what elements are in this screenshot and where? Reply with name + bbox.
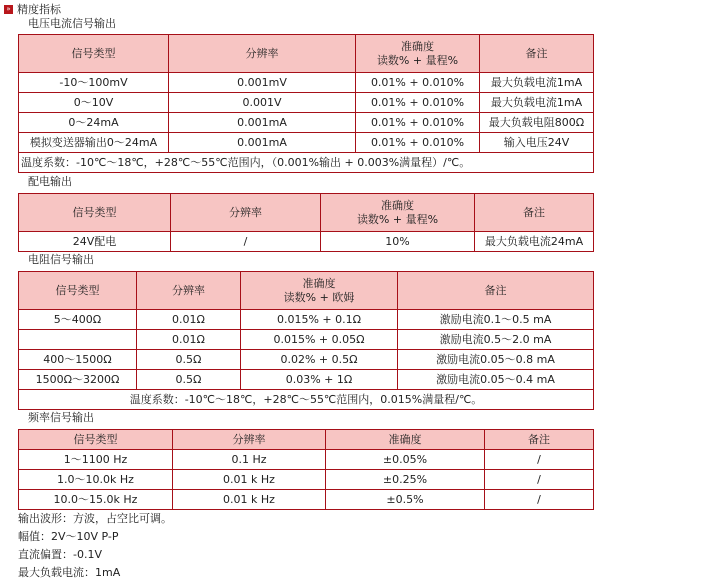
cell: / bbox=[485, 450, 594, 470]
cell: 最大负载电流24mA bbox=[475, 232, 594, 252]
header-remark: 备注 bbox=[475, 194, 594, 232]
frequency-section-title: 频率信号输出 bbox=[28, 411, 94, 424]
header-resolution: 分辨率 bbox=[137, 272, 241, 310]
voltage-section-title: 电压电流信号输出 bbox=[28, 17, 116, 30]
cell: ±0.05% bbox=[326, 450, 485, 470]
header-accuracy: 准确度 bbox=[326, 430, 485, 450]
cell: 0.03% + 1Ω bbox=[241, 370, 398, 390]
cell: 0.015% + 0.05Ω bbox=[241, 330, 398, 350]
cell: 最大负载电阻800Ω bbox=[480, 113, 594, 133]
cell: 1.0～10.0k Hz bbox=[19, 470, 173, 490]
cell: 0.01 k Hz bbox=[173, 490, 326, 510]
cell: / bbox=[171, 232, 321, 252]
header-remark: 备注 bbox=[485, 430, 594, 450]
table-row bbox=[19, 113, 594, 133]
page-title-text: 精度指标 bbox=[17, 3, 61, 16]
footer-notes bbox=[18, 510, 172, 582]
cell: 0.01 k Hz bbox=[173, 470, 326, 490]
table-row bbox=[19, 350, 594, 370]
amplitude-note: 幅值：2V～10V P-P bbox=[18, 530, 119, 543]
cell: 0.01% + 0.010% bbox=[356, 113, 480, 133]
table-row bbox=[19, 450, 594, 470]
cell: 激励电流0.05～0.8 mA bbox=[398, 350, 594, 370]
cell: 10.0～15.0k Hz bbox=[19, 490, 173, 510]
header-resolution: 分辨率 bbox=[171, 194, 321, 232]
cell: -10～100mV bbox=[19, 73, 169, 93]
table-row bbox=[19, 153, 594, 173]
cell: 0.01Ω bbox=[137, 330, 241, 350]
cell bbox=[19, 330, 137, 350]
cell: 0.5Ω bbox=[137, 350, 241, 370]
cell: 0.01% + 0.010% bbox=[356, 93, 480, 113]
header-signal-type: 信号类型 bbox=[19, 35, 169, 73]
cell: 最大负载电流1mA bbox=[480, 93, 594, 113]
cell: 0.01% + 0.010% bbox=[356, 73, 480, 93]
cell: 0.015% + 0.1Ω bbox=[241, 310, 398, 330]
power-section-title: 配电输出 bbox=[28, 175, 72, 188]
header-signal-type: 信号类型 bbox=[19, 272, 137, 310]
cell: / bbox=[485, 490, 594, 510]
header-resolution: 分辨率 bbox=[173, 430, 326, 450]
cell: 10% bbox=[321, 232, 475, 252]
cell: ±0.25% bbox=[326, 470, 485, 490]
table-row bbox=[19, 330, 594, 350]
cell: 激励电流0.1～0.5 mA bbox=[398, 310, 594, 330]
cell: 1500Ω～3200Ω bbox=[19, 370, 137, 390]
cell: 0.01Ω bbox=[137, 310, 241, 330]
table-row bbox=[19, 93, 594, 113]
cell: 0.001V bbox=[169, 93, 356, 113]
power-table bbox=[18, 193, 594, 252]
table-row bbox=[19, 232, 594, 252]
resistance-section-title: 电阻信号输出 bbox=[28, 253, 94, 266]
waveform-note: 输出波形：方波，占空比可调。 bbox=[18, 512, 172, 525]
table-row bbox=[19, 490, 594, 510]
cell: 24V配电 bbox=[19, 232, 171, 252]
cell: 0～24mA bbox=[19, 113, 169, 133]
cell: 400～1500Ω bbox=[19, 350, 137, 370]
table-row bbox=[19, 133, 594, 153]
cell: 0.001mA bbox=[169, 133, 356, 153]
cell: 1～1100 Hz bbox=[19, 450, 173, 470]
cell: / bbox=[485, 470, 594, 490]
voltage-table bbox=[18, 34, 594, 173]
cell: 0.01% + 0.010% bbox=[356, 133, 480, 153]
cell: 5～400Ω bbox=[19, 310, 137, 330]
cell: 0.02% + 0.5Ω bbox=[241, 350, 398, 370]
header-signal-type: 信号类型 bbox=[19, 194, 171, 232]
header-remark: 备注 bbox=[480, 35, 594, 73]
header-accuracy: 准确度 读数% + 量程% bbox=[356, 35, 480, 73]
header-signal-type: 信号类型 bbox=[19, 430, 173, 450]
header-resolution: 分辨率 bbox=[169, 35, 356, 73]
header-remark: 备注 bbox=[398, 272, 594, 310]
page-title bbox=[4, 2, 61, 16]
voltage-temperature-note: 温度系数：-10℃～18℃，+28℃～55℃范围内，（0.001%输出 + 0.003%满量程）/℃。 bbox=[19, 153, 594, 173]
header-accuracy: 准确度 读数% + 欧姆 bbox=[241, 272, 398, 310]
bullet-icon: » bbox=[4, 5, 13, 14]
table-row bbox=[19, 73, 594, 93]
table-row bbox=[19, 390, 594, 410]
cell: 0.001mA bbox=[169, 113, 356, 133]
frequency-table bbox=[18, 429, 594, 510]
cell: 模拟变送器输出0～24mA bbox=[19, 133, 169, 153]
table-row bbox=[19, 470, 594, 490]
resistance-table bbox=[18, 271, 594, 410]
max-load-current-note: 最大负载电流：1mA bbox=[18, 566, 121, 579]
cell: 激励电流0.05～0.4 mA bbox=[398, 370, 594, 390]
cell: 0～10V bbox=[19, 93, 169, 113]
cell: 0.5Ω bbox=[137, 370, 241, 390]
table-row bbox=[19, 310, 594, 330]
header-accuracy: 准确度 读数% + 量程% bbox=[321, 194, 475, 232]
cell: 输入电压24V bbox=[480, 133, 594, 153]
cell: ±0.5% bbox=[326, 490, 485, 510]
cell: 最大负载电流1mA bbox=[480, 73, 594, 93]
cell: 0.001mV bbox=[169, 73, 356, 93]
dc-offset-note: 直流偏置：-0.1V bbox=[18, 548, 102, 561]
cell: 激励电流0.5～2.0 mA bbox=[398, 330, 594, 350]
table-row bbox=[19, 370, 594, 390]
cell: 0.1 Hz bbox=[173, 450, 326, 470]
resistance-temperature-note: 温度系数：-10℃～18℃，+28℃～55℃范围内，0.015%满量程/℃。 bbox=[19, 390, 594, 410]
